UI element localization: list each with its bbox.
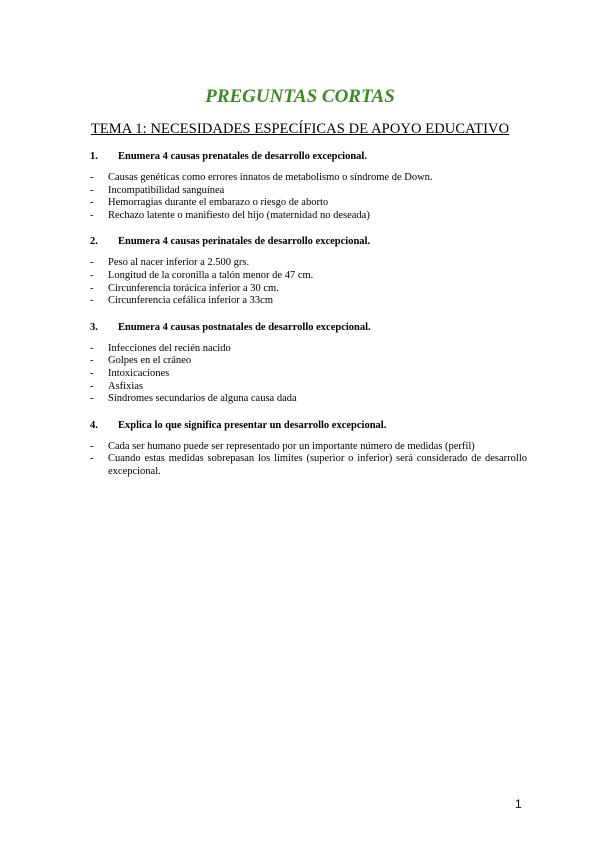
list-item [90, 270, 527, 283]
bullet-dash: - [90, 380, 94, 392]
answer-text: Peso al nacer inferior a 2.500 grs. [108, 257, 250, 269]
questions-list [90, 151, 527, 493]
list-item [90, 381, 527, 394]
list-item [90, 185, 527, 198]
bullet-dash: - [90, 257, 94, 269]
question-4 [90, 420, 527, 431]
question-text: Explica lo que significa presentar un desarrollo excepcional. [118, 419, 387, 431]
question-text: Enumera 4 causas postnatales de desarrollo excepcional. [118, 321, 371, 333]
bullet-dash: - [90, 172, 94, 183]
list-item [90, 355, 527, 368]
answer-text: Incompatibilidad sanguínea [108, 184, 225, 196]
bullet-dash: - [90, 269, 94, 281]
bullet-dash: - [90, 393, 94, 405]
answer-text: Golpes en el cráneo [108, 355, 192, 367]
question-number: 3. [90, 321, 98, 333]
list-item [90, 210, 527, 223]
question-number: 4. [90, 419, 98, 431]
answer-text: Rechazo latente o manifiesto del hijo (maternidad no deseada) [108, 209, 370, 221]
page-number: 1 [515, 797, 522, 811]
answer-text: Cada ser humano puede ser representado por un importante número de medidas (perfil) [108, 440, 475, 452]
answer-text: Intoxicaciones [108, 367, 170, 379]
list-item [90, 257, 527, 270]
bullet-dash: - [90, 197, 94, 209]
bullet-dash: - [90, 440, 94, 452]
bullet-dash: - [90, 184, 94, 196]
question-3 [90, 322, 527, 333]
list-item [90, 197, 527, 210]
bullet-dash: - [90, 355, 94, 367]
list-item [90, 172, 527, 185]
question-number: 1. [90, 151, 98, 162]
bullet-dash: - [90, 209, 94, 221]
answer-text: Circunferencia torácica inferior a 30 cm. [108, 282, 279, 294]
answer-text: Circunferencia cefálica inferior a 33cm [108, 295, 273, 307]
main-title: PREGUNTAS CORTAS [205, 86, 395, 107]
list-item [90, 283, 527, 296]
answer-text: Síndromes secundarios de alguna causa dada [108, 393, 297, 405]
answer-text: Infecciones del recién nacido [108, 342, 231, 354]
answer-text: Cuando estas medidas sobrepasan los límites (superior o inferior) será considerado de desarrollo excepcional. [108, 453, 527, 477]
question-number: 2. [90, 236, 98, 248]
list-item [90, 393, 527, 406]
answer-text: Longitud de la coronilla a talón menor de 47 cm. [108, 269, 314, 281]
bullet-dash: - [90, 282, 94, 294]
answer-list-2 [90, 257, 527, 307]
list-item [90, 453, 527, 478]
question-2 [90, 236, 527, 247]
answer-text: Causas genéticas como errores innatos de metabolismo o síndrome de Down. [108, 172, 433, 183]
answer-list-1 [90, 172, 527, 222]
answer-text: Asfixias [108, 380, 143, 392]
question-text: Enumera 4 causas prenatales de desarrollo excepcional. [118, 151, 367, 162]
section-title: TEMA 1: NECESIDADES ESPECÍFICAS DE APOYO EDUCATIVO [90, 121, 510, 137]
bullet-dash: - [90, 295, 94, 307]
list-item [90, 295, 527, 308]
answer-text: Hemorragias durante el embarazo o riesgo de aborto [108, 197, 329, 209]
list-item [90, 441, 527, 454]
question-1 [90, 151, 527, 162]
list-item [90, 368, 527, 381]
answer-list-4 [90, 441, 527, 479]
list-item [90, 343, 527, 356]
bullet-dash: - [90, 342, 94, 354]
bullet-dash: - [90, 453, 94, 465]
question-text: Enumera 4 causas perinatales de desarrollo excepcional. [118, 236, 371, 248]
answer-list-3 [90, 343, 527, 406]
bullet-dash: - [90, 367, 94, 379]
